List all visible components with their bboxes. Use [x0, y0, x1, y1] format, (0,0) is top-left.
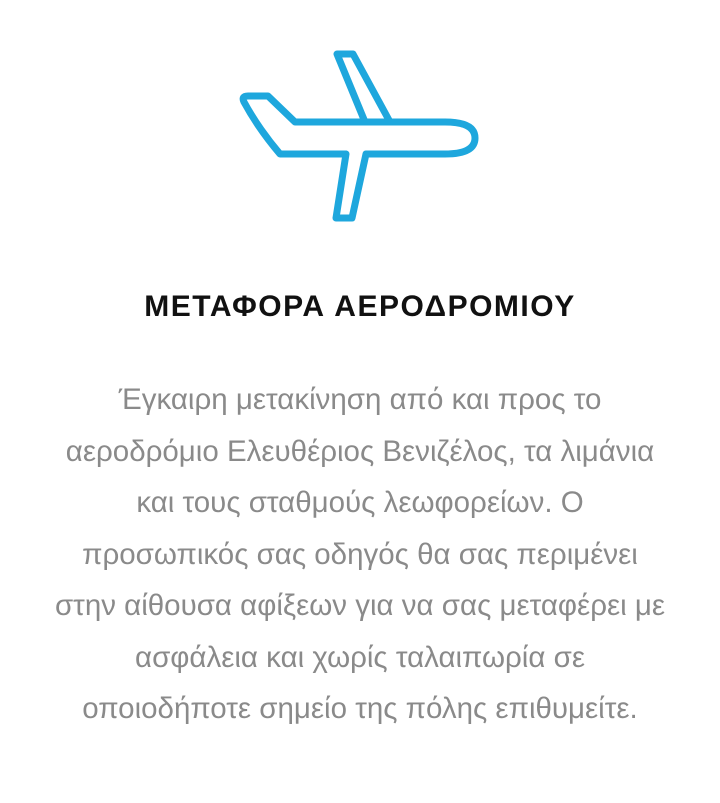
cut-off-text-row [285, 795, 435, 803]
airplane-icon [230, 40, 490, 230]
service-description: Έγκαιρη μετακίνηση από και προς το αεροδρόμιο Ελευθέριος Βενιζέλος, τα λιμάνια και τους σταθμούς λεωφορείων. Ο προσωπικός σας οδηγός θα σας περιμένει στην αίθουσα αφίξεων για να σας μεταφέρει με ασφάλεια και χωρίς ταλαιπωρία σε οποιοδήποτε σημείο της πόλης επιθυμείτε. [54, 383, 666, 725]
service-title: ΜΕΤΑΦΟΡΑ ΑΕΡΟΔΡΟΜΙΟΥ [144, 290, 576, 323]
